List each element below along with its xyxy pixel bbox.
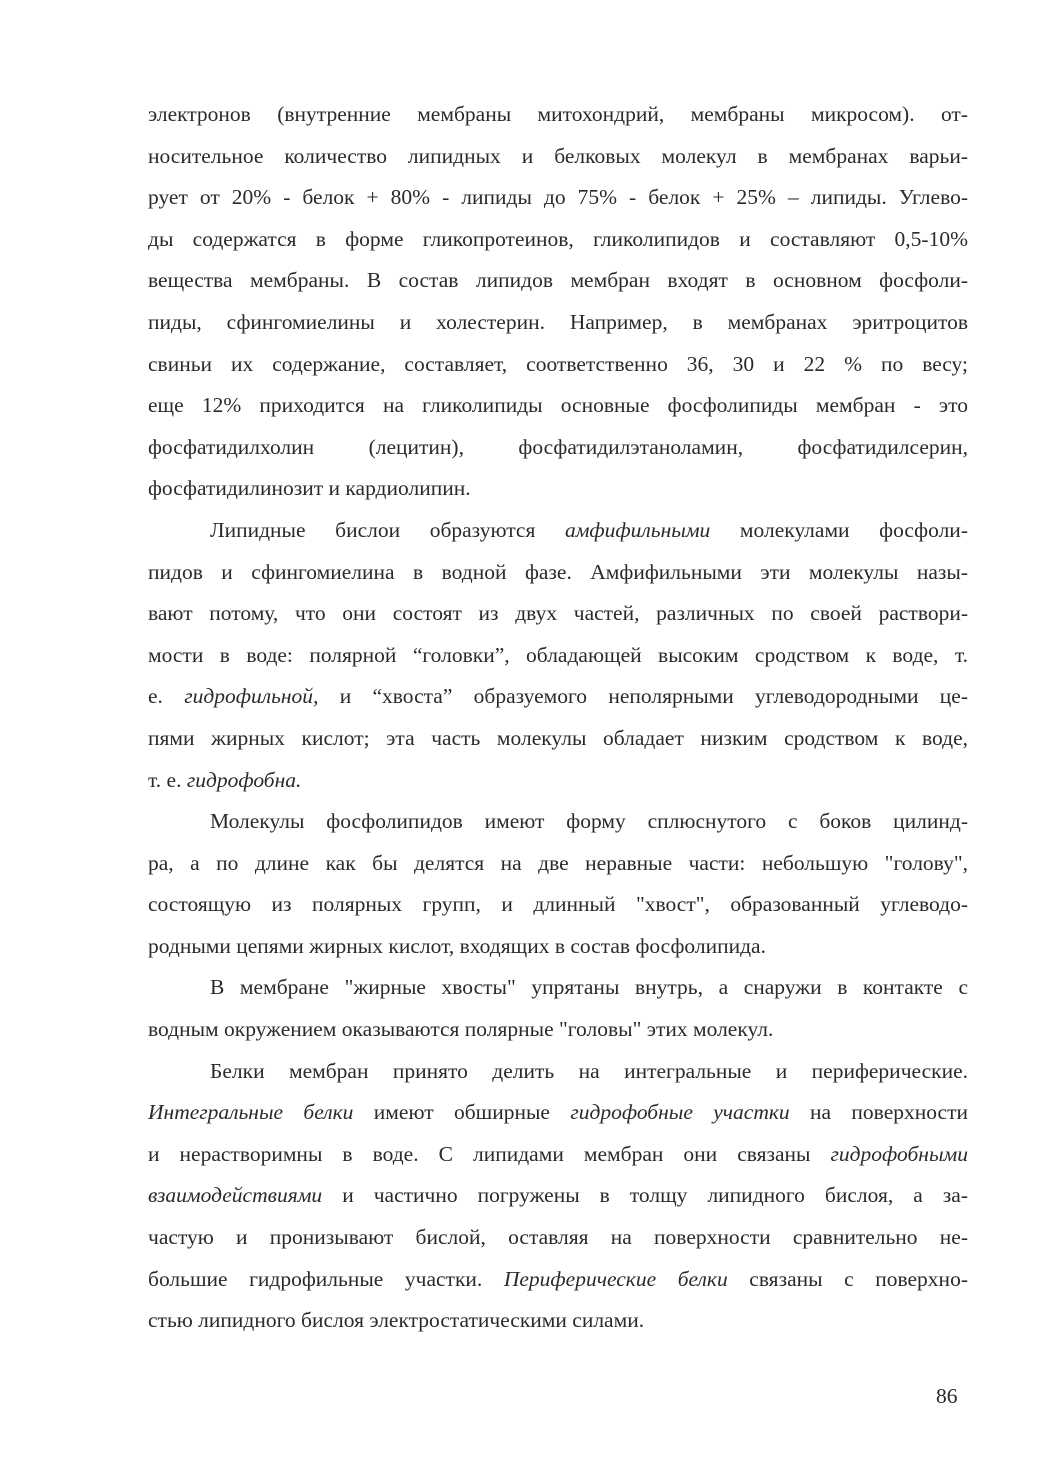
text-run: Белки мембран принято делить на интегральные и периферические. (210, 1058, 968, 1083)
text-line (148, 1134, 968, 1176)
paragraph-membrane-composition (148, 94, 968, 510)
text-line (148, 136, 968, 178)
text-run: пями жирных кислот; эта часть молекулы обладает низким сродством к воде, (148, 725, 968, 750)
text-line (148, 302, 968, 344)
paragraph-membrane-proteins (148, 1051, 968, 1342)
text-line (148, 843, 968, 885)
text-run: электронов (внутренние мембраны митохондрий, мембраны микросом). от- (148, 102, 968, 126)
body-text (148, 94, 968, 1342)
paragraph-fatty-tails (148, 967, 968, 1050)
text-run: ра, а по длине как бы делятся на две неравные части: небольшую "голову", (148, 850, 968, 875)
italic-term: амфифильными (564, 517, 711, 542)
text-run: вещества мембраны. В состав липидов мембран входят в основном фосфоли- (148, 268, 968, 293)
text-line (148, 510, 968, 552)
text-line (148, 1175, 968, 1217)
text-run: вают потому, что они состоят из двух частей, различных по своей раствори- (148, 601, 968, 626)
text-run: еще 12% приходится на гликолипиды основные фосфолипиды мембран - это (148, 393, 968, 418)
paragraph-lipid-bilayers (148, 510, 968, 801)
text-run: и нерастворимны в воде. С липидами мембран они связаны (148, 1141, 831, 1166)
text-run: на поверхности (789, 1100, 968, 1125)
text-run: родными цепями жирных кислот, входящих в состав фосфолипида. (148, 933, 766, 958)
text-run: , и “хвоста” образуемого неполярными углеводородными це- (313, 684, 968, 709)
text-run: свиньи их содержание, составляет, соответственно 36, 30 и 22 % по весу; (148, 351, 968, 376)
text-run: водным окружением оказываются полярные "головы" этих молекул. (148, 1017, 774, 1042)
text-line (148, 94, 968, 136)
italic-term: гидрофобными (830, 1141, 968, 1166)
text-line (148, 219, 968, 261)
page-number: 86 (936, 1384, 958, 1408)
text-line (148, 760, 968, 802)
text-line (148, 385, 968, 427)
text-line (148, 1217, 968, 1259)
text-run: е. (148, 684, 185, 709)
text-run: пиды, сфингомиелины и холестерин. Например, в мембранах эритроцитов (148, 309, 968, 334)
italic-term: Интегральные белки (148, 1100, 354, 1125)
text-run: мости в воде: полярной “головки”, обладающей высоким сродством к воде, т. (148, 642, 968, 667)
text-run: состоящую из полярных групп, и длинный "хвост", образованный углеводо- (148, 892, 968, 917)
text-line (148, 801, 968, 843)
text-line (148, 1259, 968, 1301)
text-line (148, 884, 968, 926)
text-run: и частично погружены в толщу липидного бислоя, а за- (322, 1183, 968, 1208)
text-run: фосфатидилинозит и кардиолипин. (148, 476, 471, 501)
italic-term: Периферические белки (503, 1266, 728, 1291)
text-run: Липидные бислои образуются (210, 517, 565, 542)
text-line (148, 635, 968, 677)
text-line (148, 427, 968, 469)
text-run: большие гидрофильные участки. (148, 1266, 504, 1291)
text-run: В мембране "жирные хвосты" упрятаны внутрь, а снаружи в контакте с (210, 975, 968, 1000)
text-run: связаны с поверхно- (727, 1266, 968, 1291)
text-run: частую и пронизывают бислой, оставляя на поверхности сравнительно не- (148, 1225, 968, 1250)
text-run: рует от 20% - белок + 80% - липиды до 75% - белок + 25% – липиды. Углево- (148, 185, 968, 210)
text-line (148, 468, 968, 510)
text-run: ды содержатся в форме гликопротеинов, гликолипидов и составляют 0,5-10% (148, 226, 968, 251)
text-line (148, 1300, 968, 1342)
text-line (148, 926, 968, 968)
text-line (148, 552, 968, 594)
text-run: фосфатидилхолин (лецитин), фосфатидилэтаноламин, фосфатидилсерин, (148, 434, 968, 459)
text-line (148, 967, 968, 1009)
text-run: пидов и сфингомиелина в водной фазе. Амфифильными эти молекулы назы- (148, 559, 968, 584)
text-line (148, 344, 968, 386)
text-run: Молекулы фосфолипидов имеют форму сплюснутого с боков цилинд- (210, 809, 968, 834)
text-line (148, 1092, 968, 1134)
text-run: стью липидного бислоя электростатическими силами. (148, 1308, 645, 1333)
italic-term: гидрофобные участки (570, 1100, 790, 1125)
text-line (148, 676, 968, 718)
text-line (148, 260, 968, 302)
italic-term: гидрофильной (184, 684, 314, 709)
text-line (148, 718, 968, 760)
text-run: молекулами фосфоли- (710, 517, 968, 542)
italic-term: гидрофобна. (186, 767, 302, 792)
text-line (148, 1009, 968, 1051)
text-line (148, 593, 968, 635)
text-run: т. е. (148, 767, 187, 792)
text-run: имеют обширные (353, 1100, 571, 1125)
paragraph-phospholipid-shape (148, 801, 968, 967)
italic-term: взаимодействиями (148, 1183, 323, 1208)
text-line (148, 1051, 968, 1093)
text-run: носительное количество липидных и белковых молекул в мембранах варьи- (148, 143, 968, 168)
text-line (148, 177, 968, 219)
